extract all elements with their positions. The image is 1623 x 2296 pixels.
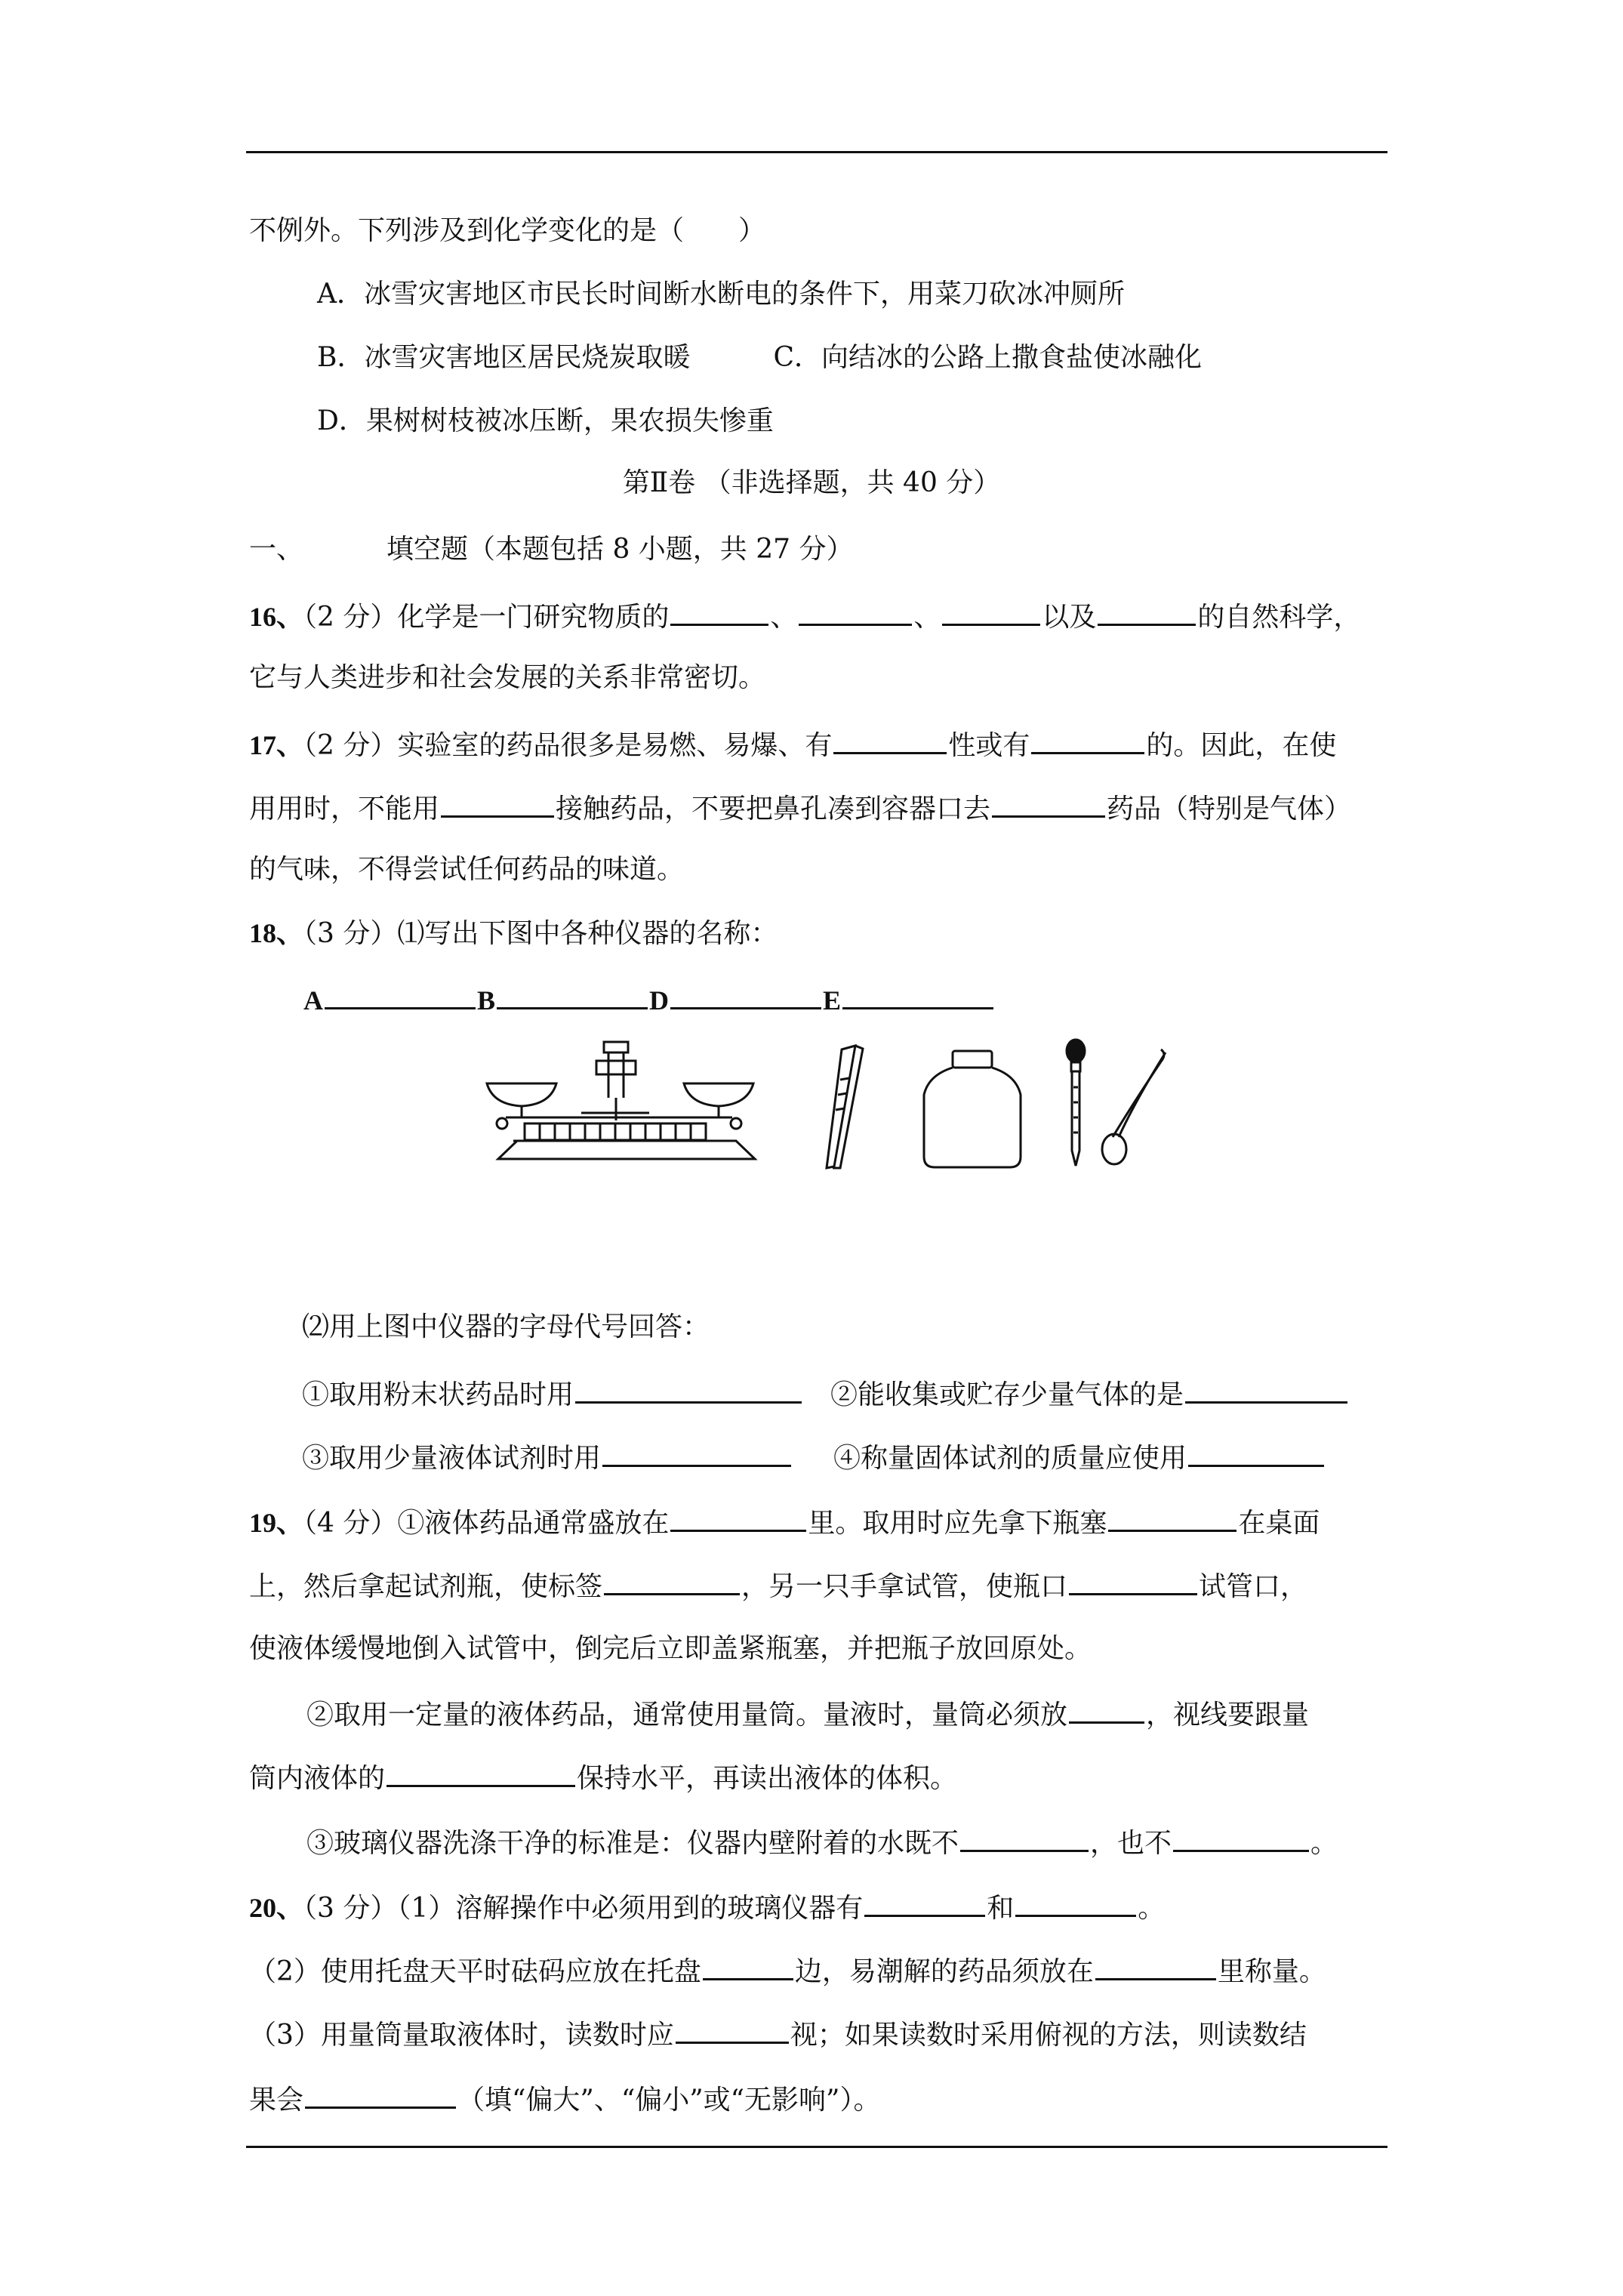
balance-icon xyxy=(487,1042,755,1159)
q19-text-g: ②取用一定量的液体药品，通常使用量筒。量液时，量筒必须放 xyxy=(306,1700,1068,1730)
q19-text-c: 在桌面 xyxy=(1238,1508,1320,1539)
answer-blank[interactable] xyxy=(1108,1504,1236,1532)
question-19-line-6 xyxy=(306,1824,1338,1860)
q20-text-d: （2）使用托盘天平时砝码应放在托盘 xyxy=(249,1956,701,1987)
answer-blank[interactable] xyxy=(1188,1439,1324,1467)
question-20-line-4 xyxy=(249,2081,880,2117)
dropper-icon xyxy=(1067,1040,1085,1166)
answer-blank[interactable] xyxy=(602,1439,791,1467)
q20-text-g: （3）用量筒量取液体时，读数时应 xyxy=(249,2020,674,2051)
answer-blank[interactable] xyxy=(1069,1567,1197,1595)
answer-blank[interactable] xyxy=(670,1504,806,1532)
tweezers-icon xyxy=(827,1046,863,1168)
q16-sep-2: 、 xyxy=(913,602,941,633)
q19-text-b: 里。取用时应先拿下瓶塞 xyxy=(808,1508,1107,1539)
apparatus-svg xyxy=(483,1034,1178,1284)
answer-blank[interactable] xyxy=(833,726,947,754)
q17-text-d: 用用时，不能用 xyxy=(249,794,440,824)
question-15-tail: 不例外。下列涉及到化学变化的是（ ） xyxy=(249,215,766,246)
question-19-line-2 xyxy=(249,1567,1307,1604)
q16-sep-1: 、 xyxy=(770,602,798,633)
q16-text-d: 以及 xyxy=(1042,602,1097,633)
q18-text-a: （3 分）⑴写出下图中各种仪器的名称： xyxy=(303,918,778,949)
q17-text-line3: 的气味，不得尝试任何药品的味道。 xyxy=(249,854,685,885)
q20-text-a: （3 分）（1）溶解操作中必须用到的玻璃仪器有 xyxy=(303,1893,864,1924)
question-17-line-2 xyxy=(249,790,1351,826)
answer-blank[interactable] xyxy=(305,2081,456,2109)
answer-blank[interactable] xyxy=(1095,1952,1216,1980)
q16-text-a: （2 分）化学是一门研究物质的 xyxy=(303,602,670,633)
answer-blank[interactable] xyxy=(1069,1696,1144,1724)
question-20-line-1 xyxy=(249,1889,1165,1925)
q19-text-m: 。 xyxy=(1310,1828,1338,1859)
q18-part2-text: ⑵用上图中仪器的字母代号回答： xyxy=(302,1311,710,1342)
q18-choice-4: ④称量固体试剂的质量应使用 xyxy=(833,1443,1187,1474)
answer-blank[interactable] xyxy=(842,982,993,1009)
question-18-line-1 xyxy=(249,917,778,951)
answer-blank[interactable] xyxy=(992,790,1105,818)
option-b-c xyxy=(317,341,1202,374)
q20-text-b: 和 xyxy=(987,1893,1015,1924)
question-16-line-1 xyxy=(249,598,1360,634)
question-20-line-2 xyxy=(249,1952,1326,1989)
answer-blank[interactable] xyxy=(325,982,476,1009)
q20-text-c: 。 xyxy=(1138,1893,1166,1924)
q16-text-line2: 它与人类进步和社会发展的关系非常密切。 xyxy=(249,662,766,693)
q18-choice-2: ②能收集或贮存少量气体的是 xyxy=(830,1379,1184,1410)
part-heading xyxy=(249,533,854,566)
line-1 xyxy=(249,214,765,248)
q20-text-h: 视；如果读数时采用俯视的方法，则读数结 xyxy=(790,2020,1307,2051)
section-title-text: 第Ⅱ卷 （非选择题，共 40 分） xyxy=(622,467,1001,498)
bottom-rule xyxy=(246,2146,1387,2148)
answer-blank[interactable] xyxy=(441,790,554,818)
question-19-number: 19、 xyxy=(249,1508,304,1538)
q19-text-a: （4 分）①液体药品通常盛放在 xyxy=(303,1508,670,1539)
question-18-choice-row-2 xyxy=(302,1439,1326,1475)
option-b-text: B．冰雪灾害地区居民烧炭取暖 xyxy=(317,342,691,373)
spoon-icon xyxy=(1102,1049,1166,1164)
question-16-number: 16、 xyxy=(249,602,304,632)
label-e: E xyxy=(823,985,842,1015)
question-17-number: 17、 xyxy=(249,730,304,760)
answer-blank[interactable] xyxy=(575,1376,802,1404)
q20-text-j: （填“偏大”、“偏小”或“无影响”）。 xyxy=(457,2085,881,2116)
q19-text-line3: 使液体缓慢地倒入试管中，倒完后立即盖紧瓶塞，并把瓶子放回原处。 xyxy=(249,1633,1092,1664)
answer-blank[interactable] xyxy=(942,598,1040,626)
question-19-line-4 xyxy=(306,1696,1309,1732)
question-18-part-2 xyxy=(302,1311,710,1344)
q19-text-j: 保持水平，再读出液体的体积。 xyxy=(577,1763,958,1794)
gas-bottle-icon xyxy=(924,1051,1021,1167)
q19-text-h: ，视线要跟量 xyxy=(1146,1700,1310,1730)
q18-choice-1: ①取用粉末状药品时用 xyxy=(302,1379,574,1410)
label-a: A xyxy=(303,985,323,1015)
answer-blank[interactable] xyxy=(497,982,648,1009)
q17-text-e: 接触药品，不要把鼻孔凑到容器口去 xyxy=(556,794,991,824)
question-19-line-1 xyxy=(249,1504,1320,1540)
part-title: 填空题（本题包括 8 小题，共 27 分） xyxy=(387,534,854,565)
question-18-name-blanks xyxy=(303,982,995,1018)
answer-blank[interactable] xyxy=(960,1824,1089,1852)
q17-text-f: 药品（特别是气体） xyxy=(1107,794,1352,824)
section-title xyxy=(0,467,1623,500)
answer-blank[interactable] xyxy=(1015,1889,1136,1917)
part-number: 一、 xyxy=(249,534,304,565)
question-16-line-2 xyxy=(249,661,765,695)
question-20-number: 20、 xyxy=(249,1893,304,1923)
question-17-line-3 xyxy=(249,853,684,886)
q19-text-l: ，也不 xyxy=(1090,1828,1172,1859)
q19-text-f: 试管口， xyxy=(1199,1571,1308,1602)
q19-text-i: 筒内液体的 xyxy=(249,1763,386,1794)
question-19-line-5 xyxy=(249,1759,957,1795)
q20-text-f: 里称量。 xyxy=(1217,1956,1326,1987)
label-d: D xyxy=(649,985,670,1015)
q19-text-e: ，另一只手拿试管，使瓶口 xyxy=(741,1571,1068,1602)
q20-text-e: 边，易潮解的药品须放在 xyxy=(794,1956,1094,1987)
q17-text-b: 性或有 xyxy=(948,730,1030,761)
question-18-number: 18、 xyxy=(249,918,304,948)
question-17-line-1 xyxy=(249,726,1336,763)
question-19-line-3 xyxy=(249,1632,1092,1666)
q16-text-e: 的自然科学， xyxy=(1197,602,1361,633)
option-d xyxy=(317,405,774,438)
answer-blank[interactable] xyxy=(604,1567,740,1595)
answer-blank[interactable] xyxy=(1031,726,1144,754)
answer-blank[interactable] xyxy=(670,982,821,1009)
q17-text-a: （2 分）实验室的药品很多是易燃、易爆、有 xyxy=(303,730,833,761)
question-18-choice-row-1 xyxy=(302,1376,1349,1412)
q20-text-i: 果会 xyxy=(249,2085,304,2116)
answer-blank[interactable] xyxy=(703,1952,793,1980)
label-b: B xyxy=(477,985,496,1015)
answer-blank[interactable] xyxy=(387,1759,575,1787)
option-c-text: C．向结冰的公路上撒食盐使冰融化 xyxy=(773,342,1203,373)
q18-choice-3: ③取用少量液体试剂时用 xyxy=(302,1443,602,1474)
option-a-text: A．冰雪灾害地区市民长时间断水断电的条件下，用菜刀砍冰冲厕所 xyxy=(317,279,1125,310)
option-a xyxy=(317,278,1125,311)
answer-blank[interactable] xyxy=(670,598,768,626)
answer-blank[interactable] xyxy=(1098,598,1196,626)
answer-blank[interactable] xyxy=(1185,1376,1347,1404)
q17-text-c: 的。因此，在使 xyxy=(1146,730,1337,761)
top-rule xyxy=(246,151,1387,153)
answer-blank[interactable] xyxy=(1173,1824,1309,1852)
answer-blank[interactable] xyxy=(799,598,912,626)
question-20-line-3 xyxy=(249,2016,1307,2052)
q19-text-d: 上，然后拿起试剂瓶，使标签 xyxy=(249,1571,603,1602)
q19-text-k: ③玻璃仪器洗涤干净的标准是：仪器内壁附着的水既不 xyxy=(306,1828,959,1859)
answer-blank[interactable] xyxy=(864,1889,985,1917)
answer-blank[interactable] xyxy=(676,2016,789,2044)
option-d-text: D．果树树枝被冰压断，果农损失惨重 xyxy=(317,405,774,436)
apparatus-figure xyxy=(483,1034,1178,1284)
